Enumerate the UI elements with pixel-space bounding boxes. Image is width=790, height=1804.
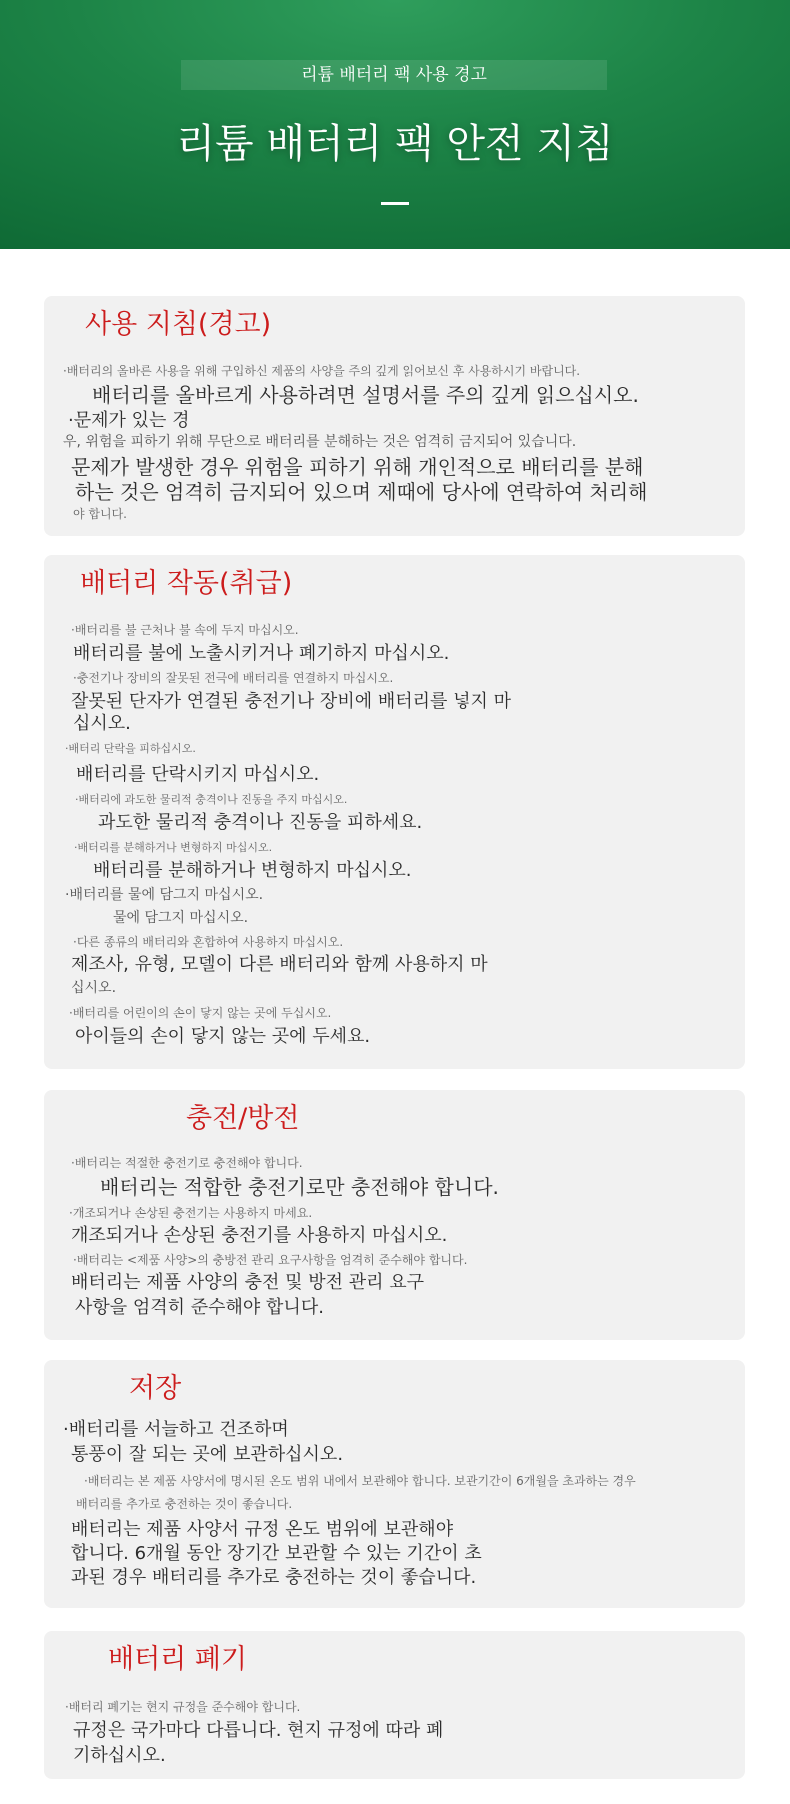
section-text: 통풍이 잘 되는 곳에 보관하십시오. <box>71 1444 344 1465</box>
section-charging <box>44 1090 745 1340</box>
section-text: 사항을 엄격히 준수해야 합니다. <box>75 1297 324 1318</box>
section-text: ·배터리에 과도한 물리적 충격이나 진동을 주지 마십시오. <box>75 793 348 806</box>
section-text: ·배터리 단락을 피하십시오. <box>65 742 196 755</box>
section-text: 물에 담그지 마십시오. <box>113 910 249 926</box>
section-text: 십시오. <box>71 980 117 996</box>
section-text: 과도한 물리적 충격이나 진동을 피하세요. <box>98 812 423 833</box>
section-text: ·배터리는 <제품 사양>의 충방전 관리 요구사항을 엄격히 준수해야 합니다. <box>73 1253 468 1267</box>
section-title: 배터리 폐기 <box>108 1644 247 1675</box>
section-text: 아이들의 손이 닿지 않는 곳에 두세요. <box>75 1026 371 1047</box>
header-banner <box>0 0 790 249</box>
section-title: 충전/방전 <box>186 1103 300 1134</box>
section-text: ·배터리를 물에 담그지 마십시오. <box>65 887 264 903</box>
section-disposal <box>44 1631 745 1779</box>
section-text: 합니다. 6개월 동안 장기간 보관할 수 있는 기간이 초 <box>71 1543 482 1564</box>
section-storage <box>44 1360 745 1608</box>
section-battery-handling <box>44 555 745 1069</box>
section-text: ·문제가 있는 경 <box>68 410 190 431</box>
section-text: 배터리는 제품 사양서 규정 온도 범위에 보관해야 <box>71 1519 454 1540</box>
section-title: 저장 <box>129 1373 182 1404</box>
banner-subtitle: 리튬 배터리 팩 사용 경고 <box>181 60 607 90</box>
section-text: ·개조되거나 손상된 충전기는 사용하지 마세요. <box>69 1206 313 1220</box>
section-text: ·배터리는 본 제품 사양서에 명시된 온도 범위 내에서 보관해야 합니다. 보관기간이 6개월을 초과하는 경우 <box>84 1474 636 1488</box>
section-title: 배터리 작동(취급) <box>80 568 293 599</box>
section-text: 배터리를 분해하거나 변형하지 마십시오. <box>93 860 412 881</box>
section-text: ·배터리를 분해하거나 변형하지 마십시오. <box>74 841 273 854</box>
section-text: 하는 것은 엄격히 금지되어 있으며 제때에 당사에 연락하여 처리해 <box>75 480 648 504</box>
section-text: 배터리는 제품 사양의 충전 및 방전 관리 요구 <box>71 1272 425 1293</box>
section-text: 배터리를 올바르게 사용하려면 설명서를 주의 깊게 읽으십시오. <box>92 383 639 407</box>
section-text: 야 합니다. <box>73 507 127 521</box>
section-title: 사용 지침(경고) <box>85 309 272 340</box>
section-text: ·배터리를 불 근처나 불 속에 두지 마십시오. <box>71 623 299 637</box>
section-text: ·배터리는 적절한 충전기로 충전해야 합니다. <box>71 1156 303 1170</box>
section-text: 배터리를 단락시키지 마십시오. <box>76 764 320 785</box>
section-text: 기하십시오. <box>73 1745 166 1766</box>
title-divider <box>381 202 409 205</box>
section-text: 배터리를 추가로 충전하는 것이 좋습니다. <box>76 1497 293 1511</box>
section-text: 개조되거나 손상된 충전기를 사용하지 마십시오. <box>71 1225 448 1246</box>
section-text: 규정은 국가마다 다릅니다. 현지 규정에 따라 폐 <box>73 1720 444 1741</box>
section-text: 우, 위험을 피하기 위해 무단으로 배터리를 분해하는 것은 엄격히 금지되어 있습니다. <box>63 434 577 450</box>
section-text: 잘못된 단자가 연결된 충전기나 장비에 배터리를 넣지 마 <box>71 691 511 712</box>
section-text: ·충전기나 장비의 잘못된 전극에 배터리를 연결하지 마십시오. <box>73 671 394 685</box>
section-text: 과된 경우 배터리를 추가로 충전하는 것이 좋습니다. <box>71 1567 477 1588</box>
section-text: ·배터리 폐기는 현지 규정을 준수해야 합니다. <box>65 1700 301 1714</box>
section-text: ·배터리의 올바른 사용을 위해 구입하신 제품의 사양을 주의 깊게 읽어보신 후 사용하시기 바랍니다. <box>63 364 581 378</box>
section-text: ·배터리를 어린이의 손이 닿지 않는 곳에 두십시오. <box>69 1006 332 1020</box>
section-text: 문제가 발생한 경우 위험을 피하기 위해 개인적으로 배터리를 분해 <box>71 455 644 479</box>
section-text: 십시오. <box>73 713 131 734</box>
section-text: ·배터리를 서늘하고 건조하며 <box>63 1419 289 1440</box>
section-text: 배터리는 적합한 충전기로만 충전해야 합니다. <box>100 1175 499 1199</box>
section-text: ·다른 종류의 배터리와 혼합하여 사용하지 마십시오. <box>73 935 344 949</box>
section-text: 배터리를 불에 노출시키거나 폐기하지 마십시오. <box>73 643 450 664</box>
section-usage-warning <box>44 296 745 536</box>
section-text: 제조사, 유형, 모델이 다른 배터리와 함께 사용하지 마 <box>71 954 488 975</box>
page-title: 리튬 배터리 팩 안전 지침 <box>176 121 614 167</box>
